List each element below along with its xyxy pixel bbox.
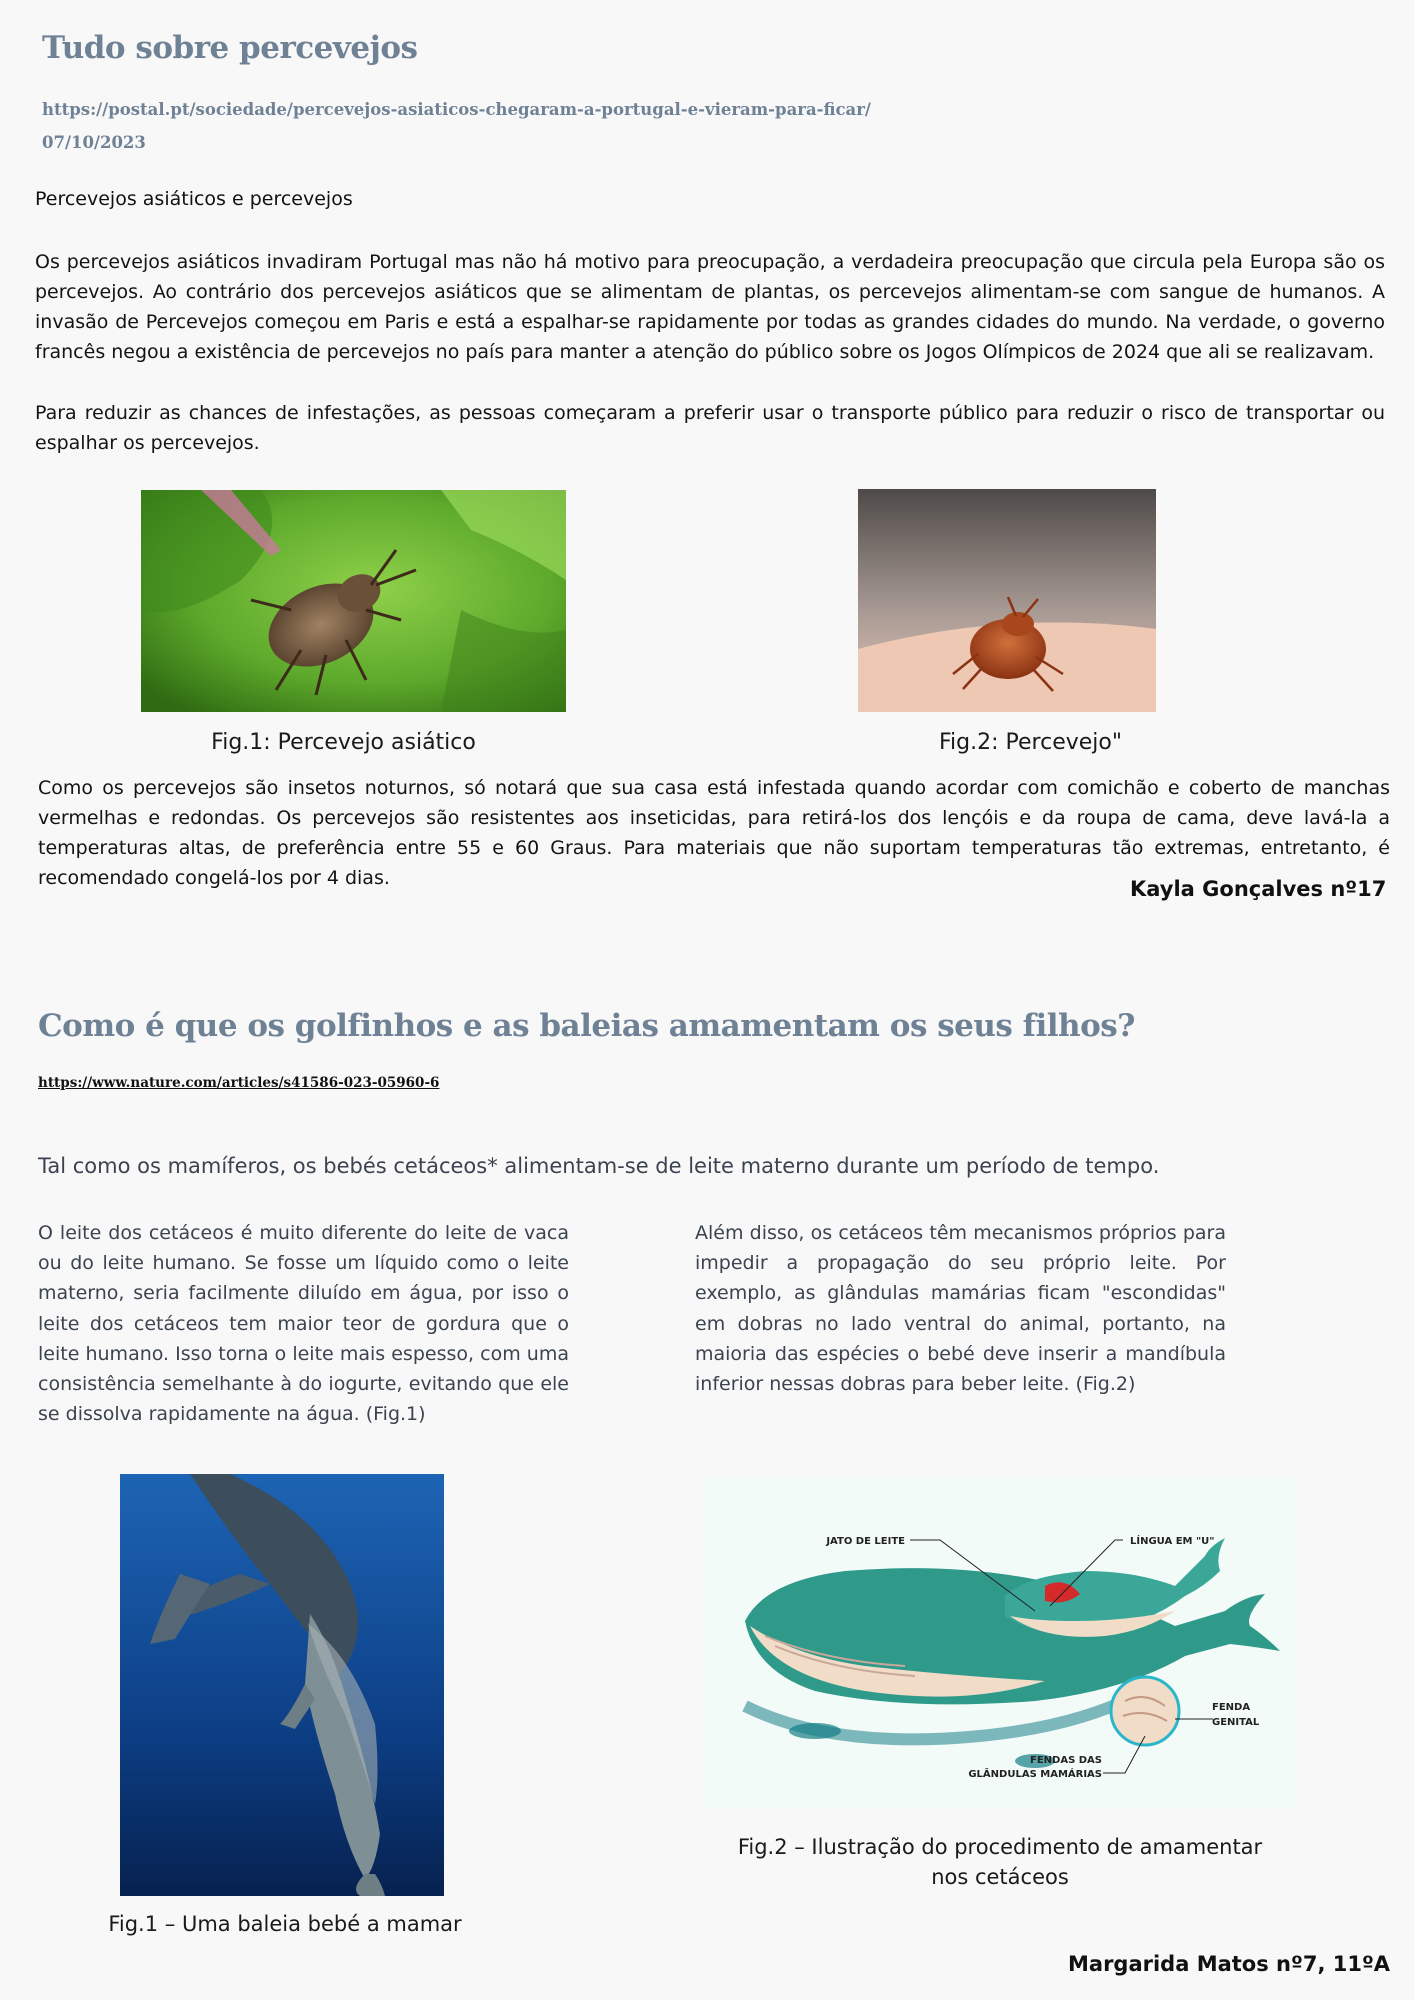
stink-bug-photo xyxy=(141,490,566,712)
diagram-label-glands-1: FENDAS DAS xyxy=(1030,1755,1102,1766)
article2-lead: Tal como os mamíferos, os bebés cetáceos* alimentam-se de leite materno durante um período de tempo. xyxy=(38,1154,1160,1178)
diagram-label-tongue: LÍNGUA EM "U" xyxy=(1130,1536,1215,1547)
article2-left-column: O leite dos cetáceos é muito diferente do leite de vaca ou do leite humano. Se fosse um líquido como o leite materno, seria facilmente diluído em água, por isso o leite dos cetáceos tem maior teor de gordura que o leite humano. Isso torna o leite mais espesso, com uma consistência semelhante à do iogurte, evitando que ele se dissolva rapidamente na água. (Fig.1) xyxy=(38,1222,569,1426)
article1-paragraph-2: Para reduzir as chances de infestações, as pessoas começaram a preferir usar o transporte público para reduzir o risco de transportar ou espalhar os percevejos. xyxy=(35,402,1385,454)
article1-paragraph-3: Como os percevejos são insetos noturnos, só notará que sua casa está infestada quando acordar com comichão e coberto de manchas vermelhas e redondas. Os percevejos são resistentes aos inseticidas, para retirá-los dos lençóis e da roupa de cama, deve lavá-la a temperaturas altas, de preferência entre 55 e 60 Graus. Para materiais que não suportam temperaturas tão extremas, entretanto, é recomendado congelá-los por 4 dias. xyxy=(38,777,1390,889)
diagram-label-slit-1: FENDA xyxy=(1212,1702,1251,1713)
diagram-label-slit-2: GENITAL xyxy=(1212,1717,1260,1728)
article1-subtitle: Percevejos asiáticos e percevejos xyxy=(35,188,353,210)
diagram-label-milk-jet: JATO DE LEITE xyxy=(826,1536,905,1547)
whale-nursing-photo xyxy=(120,1474,444,1896)
article2-fig1-caption: Fig.1 – Uma baleia bebé a mamar xyxy=(108,1912,462,1936)
article2-title: Como é que os golfinhos e as baleias amamentam os seus filhos? xyxy=(38,1008,1135,1044)
bed-bug-photo xyxy=(858,489,1156,712)
article2-right-column: Além disso, os cetáceos têm mecanismos próprios para impedir a propagação do seu próprio leite. Por exemplo, as glândulas mamárias ficam "escondidas" em dobras no lado ventral do animal, portanto, na maioria das espécies o bebé deve inserir a mandíbula inferior nessas dobras para beber leite. (Fig.2) xyxy=(695,1222,1226,1396)
article1-date: 07/10/2023 xyxy=(42,133,146,152)
whale-nursing-diagram xyxy=(705,1476,1295,1809)
diagram-label-glands-2: GLÂNDULAS MAMÁRIAS xyxy=(968,1769,1102,1780)
article1-paragraph-1: Os percevejos asiáticos invadiram Portugal mas não há motivo para preocupação, a verdadeira preocupação que circula pela Europa são os percevejos. Ao contrário dos percevejos asiáticos que se alimentam de plantas, os percevejos alimentam-se com sangue de humanos. A invasão de Percevejos começou em Paris e está a espalhar-se rapidamente por todas as grandes cidades do mundo. Na verdade, o governo francês negou a existência de percevejos no país para manter a atenção do público sobre os Jogos Olímpicos de 2024 que ali se realizavam. xyxy=(35,251,1385,363)
article1-fig2-caption: Fig.2: Percevejo" xyxy=(939,730,1122,755)
article1-title: Tudo sobre percevejos xyxy=(42,30,418,66)
article1-source-url[interactable]: https://postal.pt/sociedade/percevejos-asiaticos-chegaram-a-portugal-e-vieram-para-ficar/ xyxy=(42,100,871,119)
article2-source-url[interactable]: https://www.nature.com/articles/s41586-023-05960-6 xyxy=(38,1075,440,1091)
article1-author: Kayla Gonçalves nº17 xyxy=(1130,877,1387,901)
article2-fig2-caption: Fig.2 – Ilustração do procedimento de amamentar nos cetáceos xyxy=(737,1835,1263,1889)
article1-fig1-caption: Fig.1: Percevejo asiático xyxy=(211,730,476,755)
article2-author: Margarida Matos nº7, 11ºA xyxy=(1068,1952,1391,1976)
